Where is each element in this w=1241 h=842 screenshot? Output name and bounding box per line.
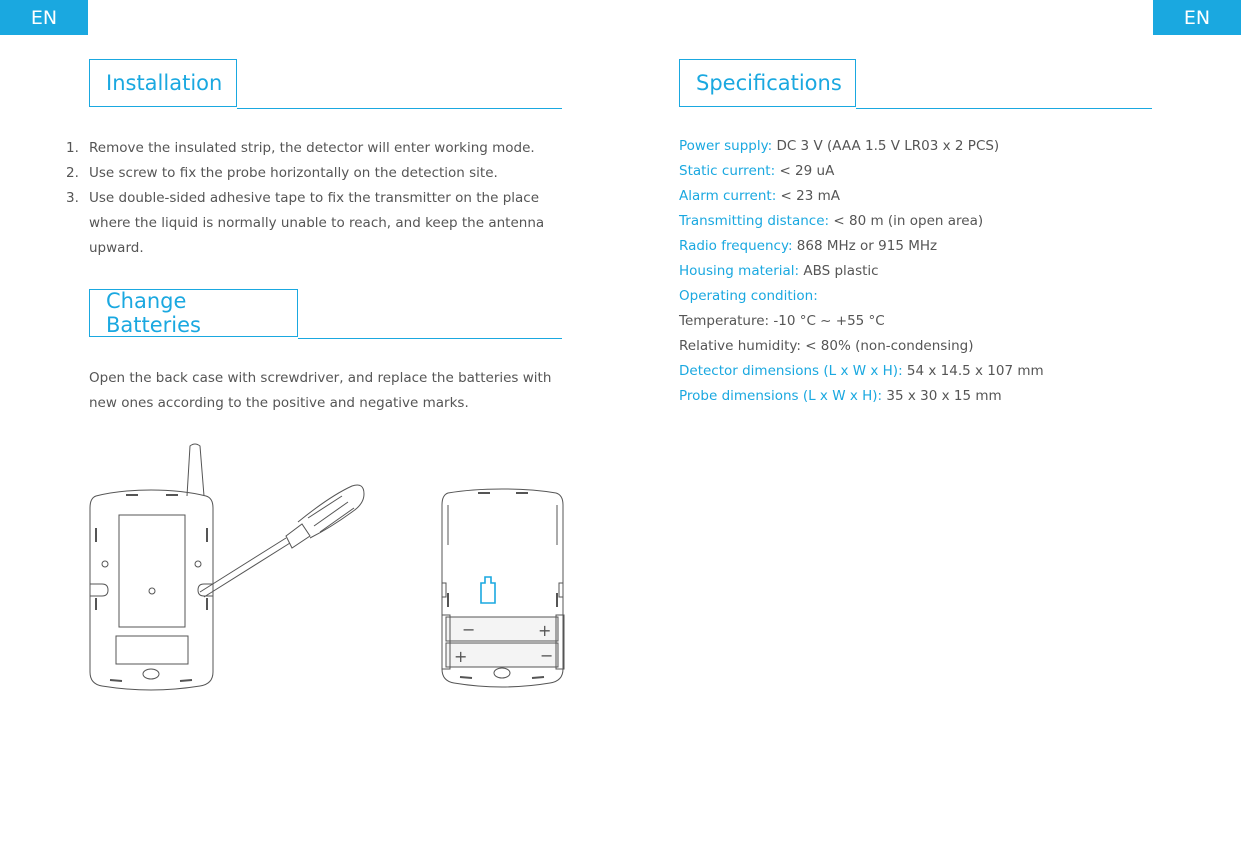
- spec-label: Alarm current:: [679, 188, 777, 204]
- spec-label: Static current:: [679, 163, 776, 179]
- label-area: [116, 636, 188, 664]
- spec-label: Detector dimensions (L x W x H):: [679, 363, 903, 379]
- spec-row: [679, 134, 1199, 159]
- spec-row: [679, 209, 1199, 234]
- spec-value: DC 3 V (AAA 1.5 V LR03 x 2 PCS): [772, 138, 1000, 154]
- antenna-icon: [187, 444, 204, 496]
- spec-row: [679, 334, 1199, 359]
- specifications-rule: [856, 108, 1152, 109]
- specifications-list: [679, 134, 1199, 409]
- screwdriver-icon: [200, 485, 364, 597]
- spec-row: [679, 284, 1199, 309]
- spec-value: < 23 mA: [776, 188, 841, 204]
- spec-value: 54 x 14.5 x 107 mm: [902, 363, 1044, 379]
- spec-value: 868 MHz or 915 MHz: [792, 238, 938, 254]
- spec-row: [679, 384, 1199, 409]
- spec-row: [679, 359, 1199, 384]
- change-batteries-heading: Change Batteries: [89, 289, 298, 337]
- spec-value: ABS plastic: [799, 263, 879, 279]
- spec-row: [679, 309, 1199, 334]
- spec-label: Transmitting distance:: [679, 213, 830, 229]
- installation-heading: Installation: [89, 59, 237, 107]
- spec-label: Power supply:: [679, 138, 773, 154]
- spec-value: Temperature: -10 °C ~ +55 °C: [679, 313, 885, 329]
- battery-mark-bottom-left: +: [454, 647, 468, 666]
- detector-screwdriver-illustration: [80, 440, 380, 700]
- language-tab-right: EN: [1153, 0, 1241, 35]
- spec-value: 35 x 30 x 15 mm: [882, 388, 1002, 404]
- step-text: Use screw to fix the probe horizontally on the detection site.: [89, 165, 498, 181]
- step-number: 2.: [66, 165, 79, 181]
- spec-label: Probe dimensions (L x W x H):: [679, 388, 883, 404]
- installation-step: [66, 161, 562, 186]
- battery-cover: [119, 515, 185, 627]
- open-detector-battery-illustration: [436, 485, 572, 695]
- spec-row: [679, 234, 1199, 259]
- spec-value: < 80 m (in open area): [829, 213, 984, 229]
- language-tab-left: EN: [0, 0, 88, 35]
- installation-rule: [237, 108, 562, 109]
- installation-step: [66, 136, 562, 161]
- battery-mark-top-right: +: [538, 621, 552, 640]
- spec-row: [679, 159, 1199, 184]
- installation-step: [66, 186, 562, 261]
- battery-mark-bottom-right: −: [540, 646, 554, 665]
- change-batteries-rule: [298, 338, 562, 339]
- spec-row: [679, 184, 1199, 209]
- step-text: Remove the insulated strip, the detector will enter working mode.: [89, 140, 535, 156]
- spec-label: Operating condition:: [679, 288, 818, 304]
- change-batteries-text: Open the back case with screwdriver, and replace the batteries with new ones according to the positive and negative marks.: [89, 370, 552, 411]
- step-text: Use double-sided adhesive tape to fix the transmitter on the place where the liquid is normally unable to reach, and keep the antenna upward.: [89, 190, 545, 256]
- spec-value: < 29 uA: [775, 163, 835, 179]
- spec-value: Relative humidity: < 80% (non-condensing): [679, 338, 974, 354]
- step-number: 3.: [66, 190, 79, 206]
- spec-label: Radio frequency:: [679, 238, 793, 254]
- spec-row: [679, 259, 1199, 284]
- battery-mark-top-left: −: [462, 620, 476, 639]
- specifications-heading: Specifications: [679, 59, 856, 107]
- battery-contact-icon: [481, 577, 495, 603]
- step-number: 1.: [66, 140, 79, 156]
- spec-label: Housing material:: [679, 263, 800, 279]
- installation-steps: [66, 136, 562, 261]
